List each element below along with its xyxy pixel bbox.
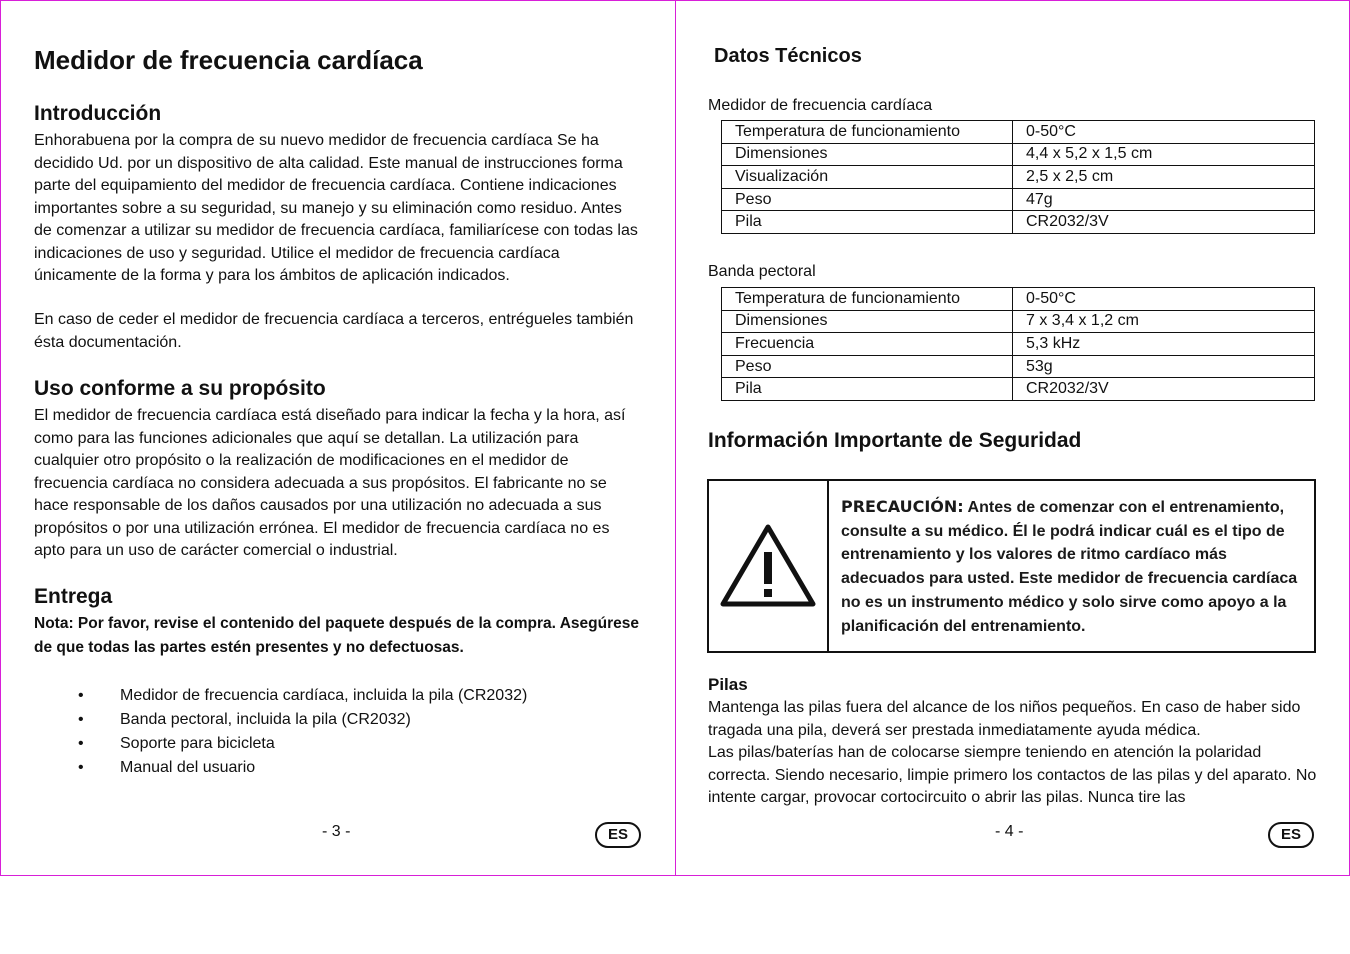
table-row <box>722 211 1315 234</box>
left-page <box>0 0 676 876</box>
spec-label: Frecuencia <box>722 333 1013 356</box>
warning-icon-cell <box>709 481 829 651</box>
warning-box <box>707 479 1316 653</box>
spec-label: Peso <box>722 355 1013 378</box>
monitor-table-caption: Medidor de frecuencia cardíaca <box>708 97 933 114</box>
list-item: • Manual del usuario <box>78 756 638 780</box>
belt-table-caption: Banda pectoral <box>708 263 816 280</box>
warning-body: Antes de comenzar con el entrenamiento, consulte a su médico. Él le podrá indicar cuál es el tipo de entrenamiento y los valores de ritmo cardíaco más adecuados para usted. Este medidor de frecuencia cardíaca no es un instrumento médico y solo sirve como apoyo a la planificación del entrenamiento. <box>841 499 1298 635</box>
delivery-heading: Entrega <box>34 585 113 608</box>
table-row <box>722 310 1315 333</box>
intro-heading: Introducción <box>34 102 162 125</box>
spec-label: Peso <box>722 188 1013 211</box>
table-row <box>722 121 1315 144</box>
delivery-note: Nota: Por favor, revise el contenido del paquete después de la compra. Asegúrese de que todas las partes estén presentes y no defectuosas. <box>34 615 639 656</box>
spec-label: Temperatura de funcionamiento <box>722 288 1013 311</box>
spec-label: Pila <box>722 211 1013 234</box>
page-number: - 4 - <box>995 823 1024 840</box>
usage-heading: Uso conforme a su propósito <box>34 377 326 400</box>
spec-value: 47g <box>1013 188 1315 211</box>
list-item: • Soporte para bicicleta <box>78 732 638 756</box>
table-row <box>722 333 1315 356</box>
table-row <box>722 355 1315 378</box>
page-title: Medidor de frecuencia cardíaca <box>34 45 423 75</box>
monitor-spec-table <box>721 120 1315 234</box>
spec-value: 0-50°C <box>1013 121 1315 144</box>
page-number: - 3 - <box>322 823 351 840</box>
spec-value: 53g <box>1013 355 1315 378</box>
right-page <box>675 0 1350 876</box>
tech-data-heading: Datos Técnicos <box>714 45 862 67</box>
warning-triangle-icon <box>719 522 817 610</box>
batteries-paragraph-2: Las pilas/baterías han de colocarse siempre teniendo en atención la polaridad correcta. Siendo necesario, limpie primero los contactos de las pilas y del aparato. No intente cargar, provocar cortocircuito o abrir las pilas. Nunca tire las <box>708 744 1317 806</box>
spec-value: CR2032/3V <box>1013 378 1315 401</box>
list-item: • Medidor de frecuencia cardíaca, incluida la pila (CR2032) <box>78 684 638 708</box>
spec-value: 2,5 x 2,5 cm <box>1013 166 1315 189</box>
intro-paragraph-2: En caso de ceder el medidor de frecuencia cardíaca a terceros, entrégueles también ésta documentación. <box>34 311 634 351</box>
table-row <box>722 143 1315 166</box>
spec-value: 7 x 3,4 x 1,2 cm <box>1013 310 1315 333</box>
list-item: • Banda pectoral, incluida la pila (CR2032) <box>78 708 638 732</box>
belt-spec-table <box>721 287 1315 401</box>
spec-value: 5,3 kHz <box>1013 333 1315 356</box>
spec-value: 4,4 x 5,2 x 1,5 cm <box>1013 143 1315 166</box>
batteries-paragraph: Mantenga las pilas fuera del alcance de los niños pequeños. En caso de haber sido tragada una pila, deverá ser prestada inmediatamente ayuda médica. <box>708 699 1301 739</box>
warning-text-block <box>829 481 1314 651</box>
table-row <box>722 188 1315 211</box>
spec-label: Pila <box>722 378 1013 401</box>
spec-value: CR2032/3V <box>1013 211 1315 234</box>
language-badge: ES <box>1268 822 1314 848</box>
intro-paragraph: Enhorabuena por la compra de su nuevo medidor de frecuencia cardíaca Se ha decidido Ud. por un dispositivo de alta calidad. Este manual de instrucciones forma parte del equipamiento del medidor de frecuencia cardíaca. Contiene indicaciones importantes sobre a su seguridad, su manejo y su eliminación como residuo. Antes de comenzar a utilizar su medidor de frecuencia cardíaca, familiarícese con todas las indicaciones de uso y seguridad. Utilice el medidor de frecuencia cardíaca únicamente de la forma y para los ámbitos de aplicación indicados. <box>34 132 638 284</box>
table-row <box>722 166 1315 189</box>
spec-label: Visualización <box>722 166 1013 189</box>
batteries-heading: Pilas <box>708 675 748 694</box>
language-badge: ES <box>595 822 641 848</box>
table-row <box>722 378 1315 401</box>
spec-label: Dimensiones <box>722 310 1013 333</box>
spec-value: 0-50°C <box>1013 288 1315 311</box>
delivery-list <box>78 684 638 780</box>
spec-label: Temperatura de funcionamiento <box>722 121 1013 144</box>
safety-heading: Información Importante de Seguridad <box>708 429 1082 452</box>
spec-label: Dimensiones <box>722 143 1013 166</box>
warning-label: PRECAUCIÓN: <box>841 497 964 516</box>
usage-paragraph: El medidor de frecuencia cardíaca está diseñado para indicar la fecha y la hora, así como para las funciones adicionales que aquí se detallan. La utilización para cualquier otro propósito o la realización de modificaciones en el medidor de frecuencia cardíaca no considera adecuada a sus propósitos. El fabricante no se hace responsable de los daños causados por una utilización no adecuada a sus propósitos o por una utilización errónea. El medidor de frecuencia cardíaca no es apto para un uso de carácter comercial o industrial. <box>34 407 626 559</box>
table-row <box>722 288 1315 311</box>
